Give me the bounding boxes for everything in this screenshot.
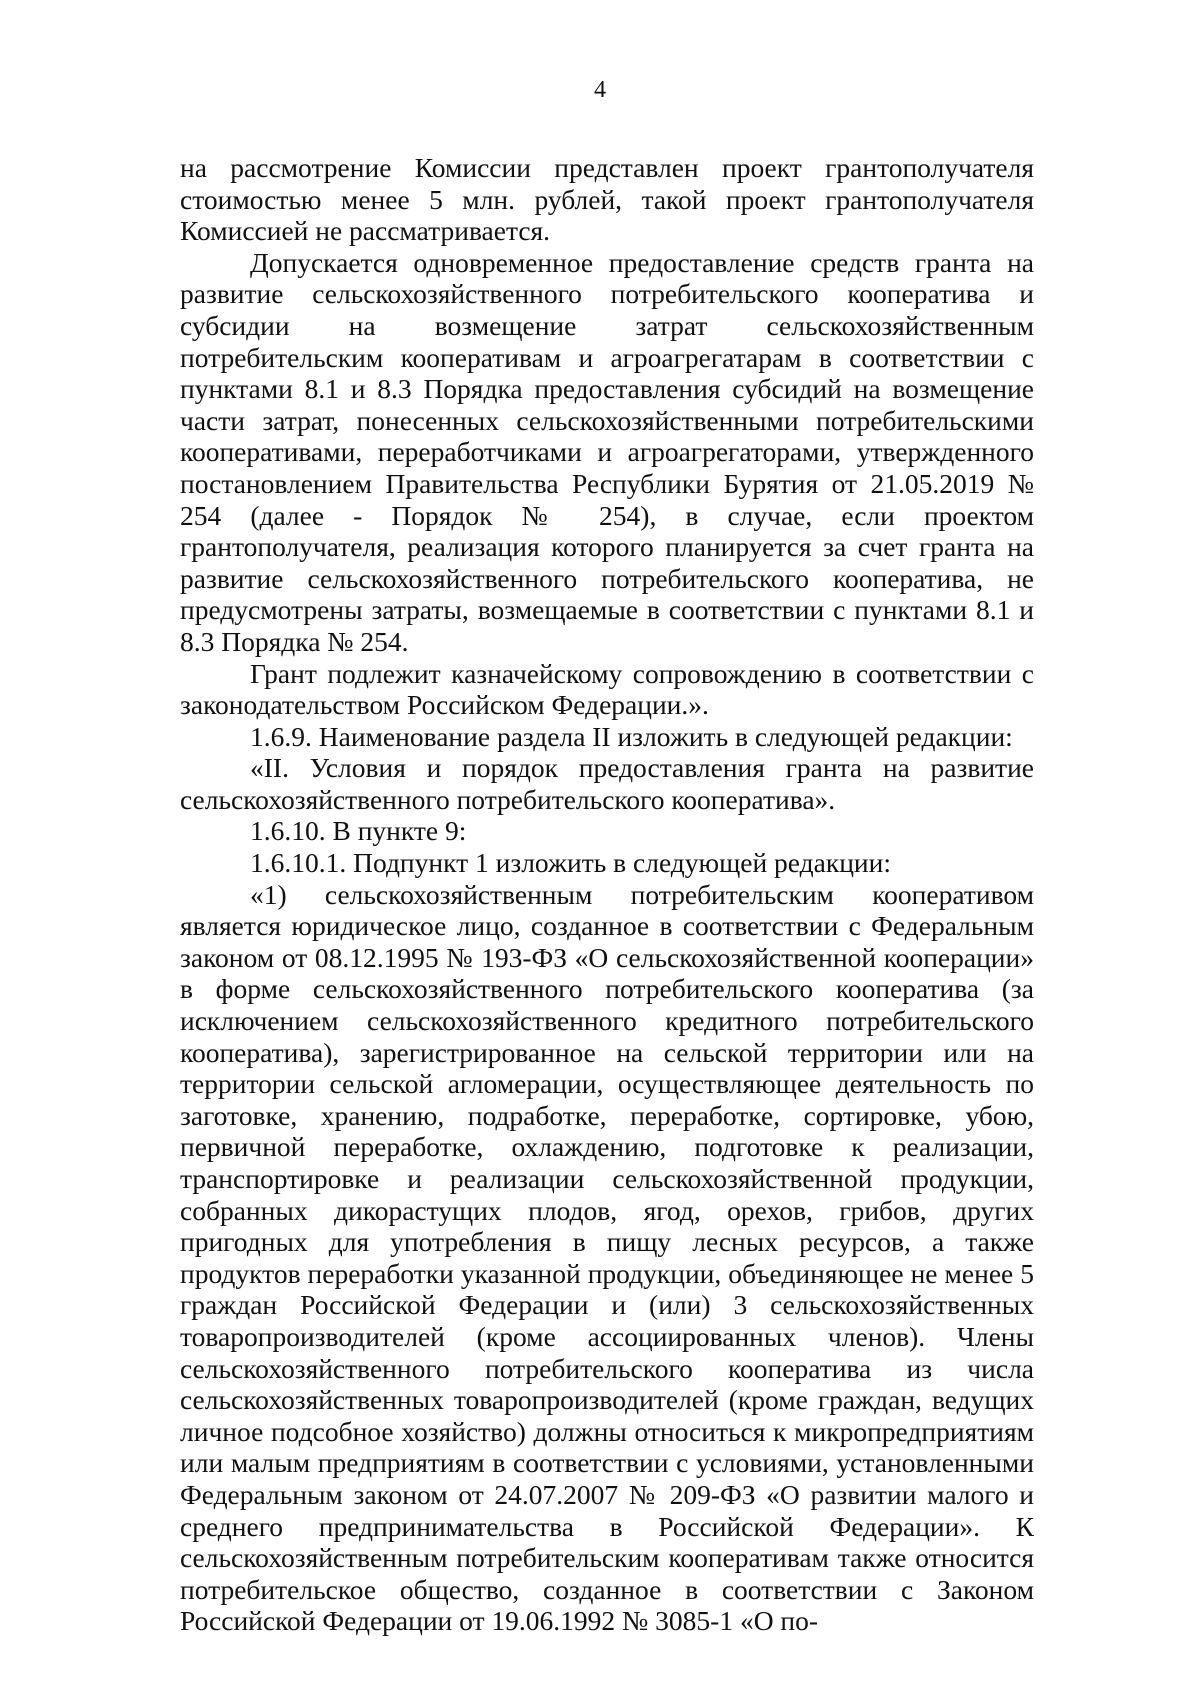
paragraph-grant-and-subsidy: Допускается одновременное предоставление средств гранта на развитие сельскохозяйственного потребительского кооператива и субсидии на возмещение затрат сельскохозяйственным потребительским кооперативам и агроагрегатарам в соответствии с пунктами 8.1 и 8.3 Порядка предоставления субсидий на возмещение части затрат, понесенных сельскохозяйственными потребительскими кооперативами, переработчиками и агроагрегаторами, утвержденного постановлением Правительства Республики Бурятия от 21.05.2019 № 254 (далее - Порядок № 254), в случае, если проектом грантополучателя, реализация которого планируется за счет гранта на развитие сельскохозяйственного потребительского кооператива, не предусмотрены затраты, возмещаемые в соответствии с пунктами 8.1 и 8.3 Порядка № 254. — [180, 246, 1034, 657]
paragraph-item-1-6-9: 1.6.9. Наименование раздела II изложить в следующей редакции: — [250, 720, 1013, 752]
page-number: 4 — [594, 77, 606, 103]
document-body — [180, 152, 1034, 1637]
paragraph-treasury-support: Грант подлежит казначейскому сопровождению в соответствии с законодательством Российском Федерации.». — [180, 657, 1034, 721]
paragraph-continuation: на рассмотрение Комиссии представлен проект грантополучателя стоимостью менее 5 млн. рублей, такой проект грантополучателя Комиссией не рассматривается. — [180, 152, 1034, 247]
paragraph-subitem-1-definition: «1) сельскохозяйственным потребительским кооперативом является юридическое лицо, созданное в соответствии с Федеральным законом от 08.12.1995 № 193-ФЗ «О сельскохозяйственной кооперации» в форме сельскохозяйственного потребительского кооператива (за исключением сельскохозяйственного кредитного потребительского кооператива), зарегистрированное на сельской территории или на территории сельской агломерации, осуществляющее деятельность по заготовке, хранению, подработке, переработке, сортировке, убою, первичной переработке, охлаждению, подготовке к реализации, транспортировке и реализации сельскохозяйственной продукции, собранных дикорастущих плодов, ягод, орехов, грибов, других пригодных для употребления в пищу лесных ресурсов, а также продуктов переработки указанной продукции, объединяющее не менее 5 граждан Российской Федерации и (или) 3 сельскохозяйственных товаропроизводителей (кроме ассоциированных членов). Члены сельскохозяйственного потребительского кооператива из числа сельскохозяйственных товаропроизводителей (кроме граждан, ведущих личное подсобное хозяйство) должны относиться к микропредприятиям или малым предприятиям в соответствии с условиями, установленными Федеральным законом от 24.07.2007 № 209-ФЗ «О развитии малого и среднего предпринимательства в Российской Федерации». К сельскохозяйственным потребительским кооперативам также относится потребительское общество, созданное в соответствии с Законом Российской Федерации от 19.06.1992 № 3085-1 «О по- — [180, 878, 1034, 1637]
paragraph-item-1-6-10-1: 1.6.10.1. Подпункт 1 изложить в следующей редакции: — [250, 847, 891, 879]
paragraph-item-1-6-10: 1.6.10. В пункте 9: — [250, 815, 467, 847]
paragraph-section-ii-title: «II. Условия и порядок предоставления гранта на развитие сельскохозяйственного потребительского кооператива». — [180, 752, 1034, 815]
